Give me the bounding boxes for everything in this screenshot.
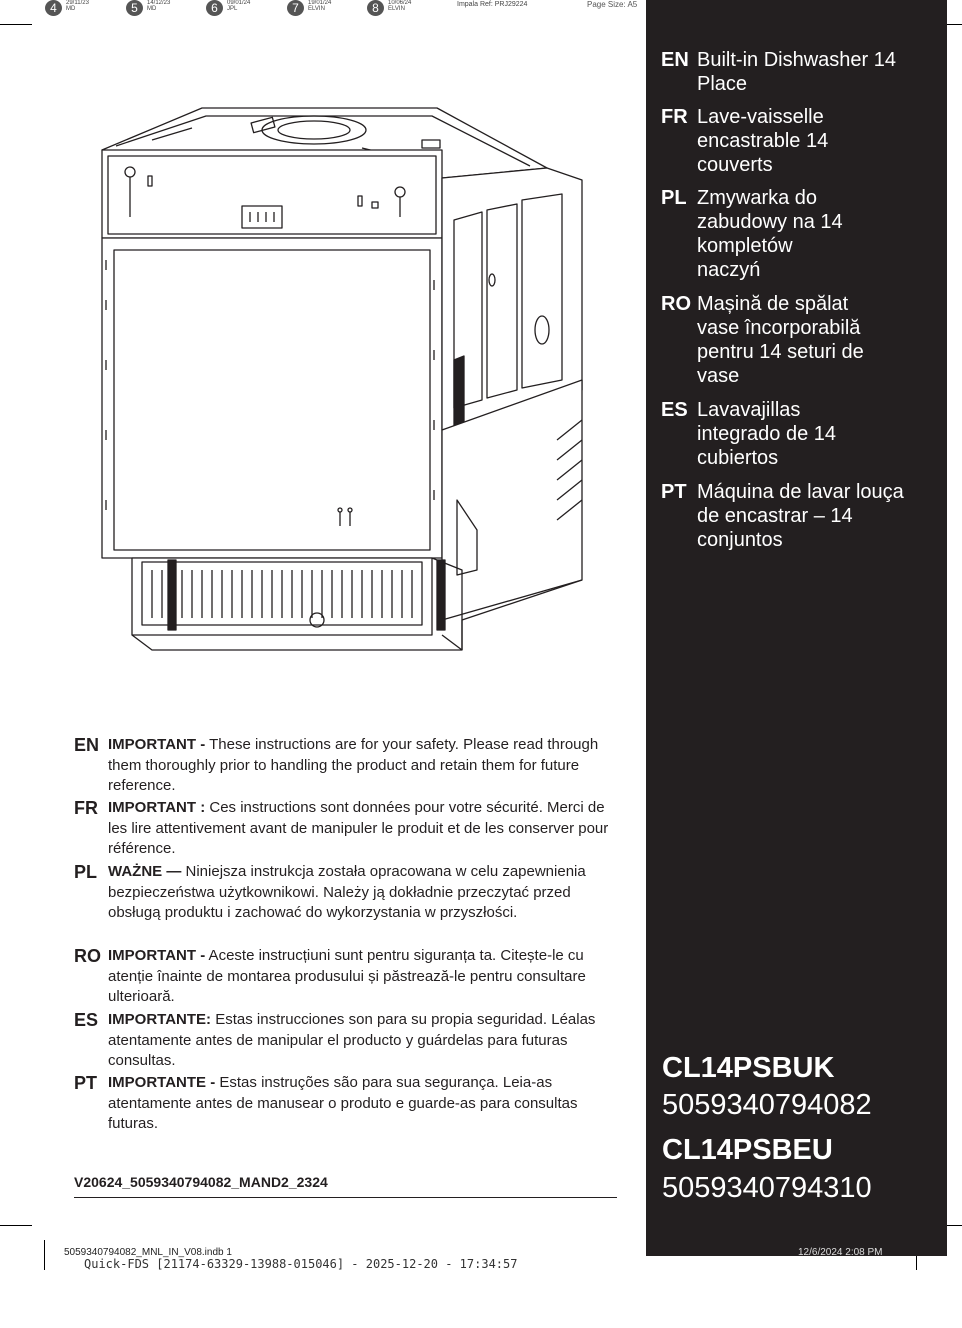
lang-code: ES bbox=[74, 1010, 99, 1030]
crop-mark bbox=[0, 1225, 32, 1226]
revision-number: 6 bbox=[206, 0, 223, 16]
title-es bbox=[661, 398, 847, 470]
notice-text bbox=[108, 798, 618, 860]
lang-code: FR bbox=[661, 106, 688, 128]
product-title: Lave-vaisselle encastrable 14 couverts bbox=[697, 106, 829, 176]
lang-code: PL bbox=[661, 187, 687, 209]
product-title: Mașină de spălat vase încorporabilă pentru 14 seturi de vase bbox=[697, 293, 864, 387]
revision-date: 19/01/24 bbox=[308, 0, 332, 6]
impala-ref: Impala Ref: PRJ29224 bbox=[457, 1, 528, 8]
title-pt bbox=[661, 480, 907, 552]
revision-author: ELVIN bbox=[388, 6, 405, 12]
revision-info bbox=[308, 0, 331, 12]
revision-number: 8 bbox=[367, 0, 384, 16]
product-title: Máquina de lavar louça de encastrar – 14 conjuntos bbox=[697, 481, 904, 551]
title-sidebar bbox=[646, 0, 947, 1256]
revision-author: MD bbox=[147, 6, 157, 12]
revision-date: 29/11/23 bbox=[66, 0, 89, 6]
model-ean-uk: 5059340794082 bbox=[662, 1089, 872, 1121]
lang-code: EN bbox=[661, 49, 689, 71]
revision-5 bbox=[126, 0, 170, 16]
lang-code: FR bbox=[74, 798, 98, 818]
title-ro bbox=[661, 292, 887, 388]
title-pl bbox=[661, 186, 857, 282]
revision-author: ELVIN bbox=[308, 6, 325, 12]
notice-pt bbox=[74, 1073, 624, 1135]
lang-code: RO bbox=[74, 946, 101, 966]
crop-mark bbox=[0, 24, 32, 25]
document-reference: V20624_5059340794082_MAND2_2324 bbox=[74, 1174, 328, 1190]
notice-text bbox=[108, 1010, 618, 1072]
revision-number: 4 bbox=[45, 0, 62, 16]
revision-4 bbox=[45, 0, 89, 16]
revision-info bbox=[66, 0, 89, 12]
notice-text bbox=[108, 1073, 618, 1135]
notice-pl bbox=[74, 862, 624, 924]
revision-8 bbox=[367, 0, 411, 16]
notice-body: Estas instruções são para sua segurança. Leia-as atentamente antes de manusear o produto e guarde-as para consultas futuras. bbox=[108, 1074, 578, 1132]
notice-label: IMPORTANTE - bbox=[108, 1074, 216, 1091]
lang-code: PT bbox=[74, 1073, 98, 1093]
page-size: Page Size: A5 bbox=[587, 0, 638, 9]
notice-body: Niniejsza instrukcja została opracowana w celu zapewnienia bezpieczeństwa użytkownikowi. Należy ją dokładnie przeczytać przed obsługą produktu i zachować do wykorzystania w przyszłości. bbox=[108, 863, 586, 921]
notice-label: IMPORTANTE: bbox=[108, 1011, 212, 1028]
notice-body: Ces instructions sont données pour votre sécurité. Merci de les lire attentivement avant de manipuler le produit et de les conserver pour référence. bbox=[108, 799, 609, 857]
revision-number: 7 bbox=[287, 0, 304, 16]
notice-label: WAŻNE — bbox=[108, 863, 182, 880]
lang-code: PT bbox=[661, 481, 687, 503]
notice-es bbox=[74, 1010, 624, 1072]
notice-fr bbox=[74, 798, 624, 860]
notice-label: IMPORTANT - bbox=[108, 736, 206, 753]
revision-info bbox=[147, 0, 170, 12]
title-en bbox=[661, 48, 907, 96]
revision-date: 10/06/24 bbox=[388, 0, 412, 6]
revision-6 bbox=[206, 0, 250, 16]
revision-info bbox=[227, 0, 250, 12]
print-date: 12/6/2024 2:08 PM bbox=[798, 1247, 883, 1258]
divider bbox=[74, 1197, 617, 1198]
revision-number: 5 bbox=[126, 0, 143, 16]
lang-code: RO bbox=[661, 293, 691, 315]
revision-date: 09/01/24 bbox=[227, 0, 251, 6]
model-name-uk: CL14PSBUK bbox=[662, 1052, 835, 1084]
revision-info bbox=[388, 0, 411, 12]
revision-7 bbox=[287, 0, 331, 16]
notice-label: IMPORTANT - bbox=[108, 947, 206, 964]
revision-date: 14/12/23 bbox=[147, 0, 171, 6]
model-ean-eu: 5059340794310 bbox=[662, 1172, 872, 1204]
product-title: Zmywarka do zabudowy na 14 kompletów naczyń bbox=[697, 187, 843, 281]
title-fr bbox=[661, 105, 857, 177]
dishwasher-illustration bbox=[92, 100, 602, 660]
notice-en bbox=[74, 735, 624, 797]
lang-code: PL bbox=[74, 862, 98, 882]
notice-label: IMPORTANT : bbox=[108, 799, 206, 816]
lang-code: EN bbox=[74, 735, 100, 755]
notice-body: Aceste instrucțiuni sunt pentru siguranța ta. Citește-le cu atenție înainte de montarea produsului și păstrează-le pentru consultare ulterioară. bbox=[108, 947, 586, 1005]
notice-text bbox=[108, 946, 618, 1008]
notice-body: These instructions are for your safety. Please read through them thoroughly prior to handling the product and retain them for future reference. bbox=[108, 736, 599, 794]
lang-code: ES bbox=[661, 399, 688, 421]
revision-author: JPL bbox=[227, 6, 238, 12]
notice-ro bbox=[74, 946, 624, 1008]
indd-filename: 5059340794082_MNL_IN_V08.indb 1 bbox=[64, 1247, 232, 1258]
model-name-eu: CL14PSBEU bbox=[662, 1134, 833, 1166]
quick-fds-stamp: Quick-FDS [21174-63329-13988-015046] - 2025-12-20 - 17:34:57 bbox=[84, 1257, 518, 1271]
notice-text bbox=[108, 735, 618, 797]
notice-text bbox=[108, 862, 618, 924]
notice-body: Estas instrucciones son para su propia seguridad. Léalas atentamente antes de manipular el producto y guárdelas para futuras consultas. bbox=[108, 1011, 596, 1069]
revision-author: MD bbox=[66, 6, 76, 12]
product-title: Lavavajillas integrado de 14 cubiertos bbox=[697, 399, 837, 469]
product-title: Built-in Dishwasher 14 Place bbox=[697, 49, 896, 95]
crop-mark bbox=[44, 1240, 45, 1270]
